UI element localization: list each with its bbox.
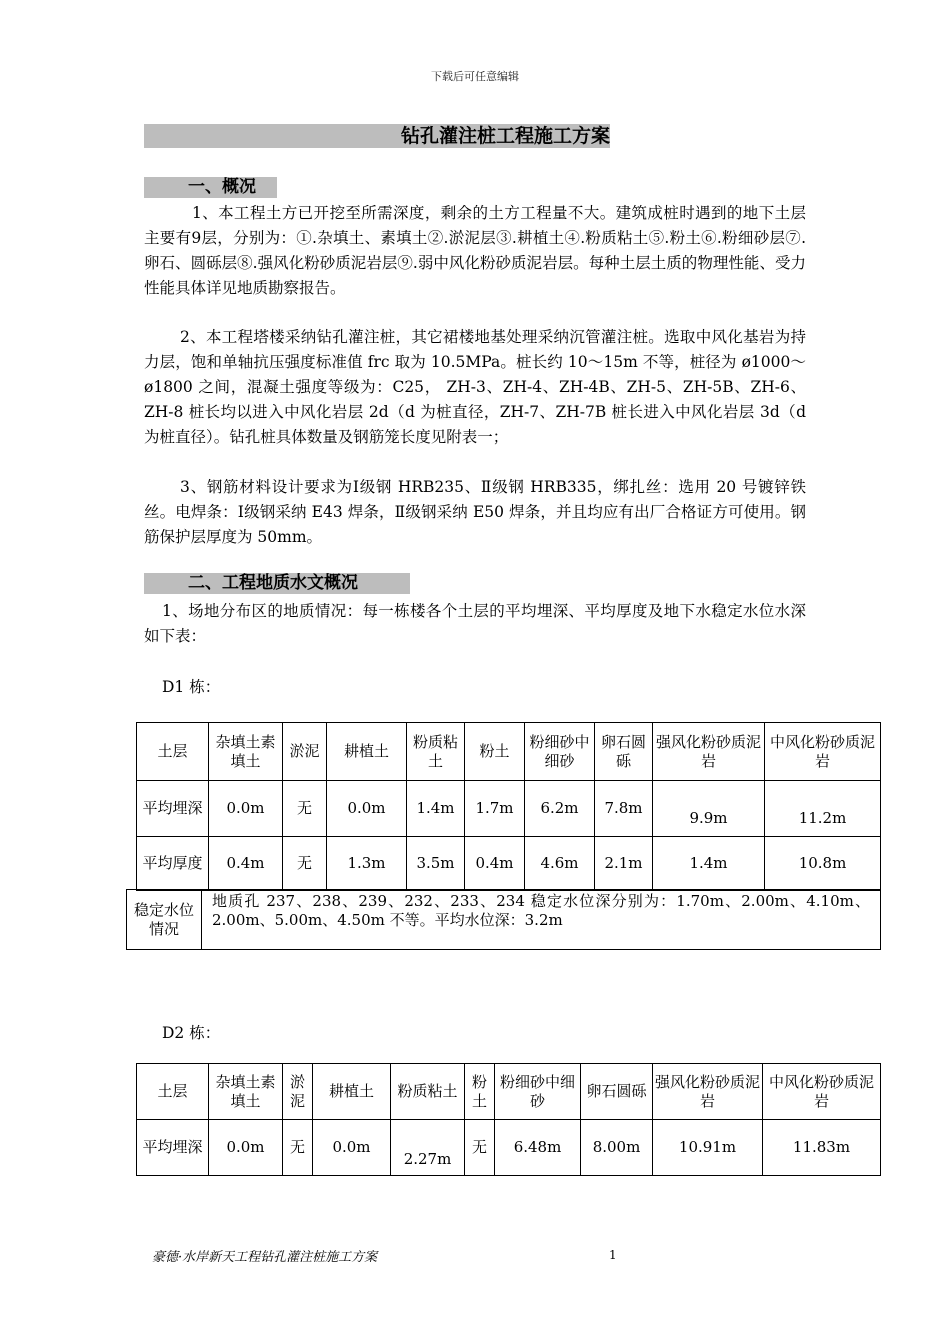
d1-cell: 6.2m — [525, 781, 595, 837]
d2-soil-table — [136, 1063, 881, 1176]
d2-header-cell: 中风化粉砂质泥岩 — [763, 1064, 881, 1120]
section1-heading: 一、概况 — [188, 177, 256, 197]
d2-header-cell: 杂填土素填土 — [209, 1064, 283, 1120]
d2-label: D2 栋： — [162, 1024, 221, 1042]
d2-cell: 6.48m — [495, 1120, 581, 1176]
d2-header-cell: 淤泥 — [283, 1064, 313, 1120]
d1-cell: 0.4m — [209, 837, 283, 891]
d1-cell: 9.9m — [653, 781, 765, 837]
d2-depth-row — [137, 1120, 881, 1176]
d1-water-level-table — [126, 889, 881, 950]
section1-paragraph-1: 1、本工程土方已开挖至所需深度，剩余的土方工程量不大。建筑成桩时遇到的地下土层主要有9层，分别为：①.杂填土、素填土②.淤泥层③.耕植土④.粉质粘土⑤.粉土⑥.粉细砂层⑦.卵石、圆砾层⑧.强风化粉砂质泥岩层⑨.弱中风化粉砂质泥岩层。每种土层土质的物理性能、受力性能具体详见地质勘察报告。 — [144, 204, 806, 297]
d1-label: D1 栋： — [162, 678, 221, 696]
d1-header-cell: 强风化粉砂质泥岩 — [653, 723, 765, 781]
d1-header-cell: 粉土 — [465, 723, 525, 781]
d1-cell: 无 — [283, 837, 327, 891]
d2-header-row — [137, 1064, 881, 1120]
d1-depth-row — [137, 781, 881, 837]
section1-paragraph-3: 3、钢筋材料设计要求为Ⅰ级钢 HRB235、Ⅱ级钢 HRB335，绑扎丝：选用 20 号镀锌铁丝。电焊条：Ⅰ级钢采纳 E43 焊条，Ⅱ级钢采纳 E50 焊条，并且均应有出厂合格证方可使用。钢筋保护层厚度为 50mm。 — [144, 478, 806, 546]
d1-cell: 平均埋深 — [137, 781, 209, 837]
d2-header-cell: 粉土 — [465, 1064, 495, 1120]
d1-cell: 1.7m — [465, 781, 525, 837]
d2-cell: 0.0m — [313, 1120, 391, 1176]
d1-header-row — [137, 723, 881, 781]
d1-header-cell: 中风化粉砂质泥岩 — [765, 723, 881, 781]
d2-header-cell: 粉质粘土 — [391, 1064, 465, 1120]
d2-cell: 2.27m — [391, 1120, 465, 1176]
d1-cell: 无 — [283, 781, 327, 837]
d1-soil-table — [136, 722, 881, 891]
d1-cell: 2.1m — [595, 837, 653, 891]
d1-cell: 0.4m — [465, 837, 525, 891]
d1-cell: 4.6m — [525, 837, 595, 891]
d1-cell: 7.8m — [595, 781, 653, 837]
d1-cell: 0.0m — [209, 781, 283, 837]
d1-cell: 0.0m — [327, 781, 407, 837]
d2-header-cell: 耕植土 — [313, 1064, 391, 1120]
d2-cell: 平均埋深 — [137, 1120, 209, 1176]
d2-cell: 0.0m — [209, 1120, 283, 1176]
section2-paragraph-1: 1、场地分布区的地质情况：每一栋楼各个土层的平均埋深、平均厚度及地下水稳定水位水深如下表： — [144, 602, 806, 645]
d1-header-cell: 土层 — [137, 723, 209, 781]
d2-header-cell: 土层 — [137, 1064, 209, 1120]
d1-cell: 平均厚度 — [137, 837, 209, 891]
d2-header-cell: 强风化粉砂质泥岩 — [653, 1064, 763, 1120]
d1-cell: 1.4m — [407, 781, 465, 837]
d1-header-cell: 粉细砂中细砂 — [525, 723, 595, 781]
d1-header-cell: 杂填土素填土 — [209, 723, 283, 781]
d1-cell: 11.2m — [765, 781, 881, 837]
d2-cell: 10.91m — [653, 1120, 763, 1176]
d2-cell: 11.83m — [763, 1120, 881, 1176]
d1-cell: 3.5m — [407, 837, 465, 891]
water-level-text: 地质孔 237、238、239、232、233、234 稳定水位深分别为：1.70m、2.00m、4.10m、2.00m、5.00m、4.50m 不等。平均水位深：3.2m — [202, 890, 881, 950]
d1-cell: 10.8m — [765, 837, 881, 891]
d1-header-cell: 粉质粘土 — [407, 723, 465, 781]
d1-header-cell: 卵石圆砾 — [595, 723, 653, 781]
download-note: 下载后可任意编辑 — [431, 70, 519, 83]
d2-header-cell: 卵石圆砾 — [581, 1064, 653, 1120]
water-level-label: 稳定水位情况 — [127, 890, 202, 950]
section1-paragraph-2: 2、本工程塔楼采纳钻孔灌注桩，其它裙楼地基处理采纳沉管灌注桩。选取中风化基岩为持力层，饱和单轴抗压强度标准值 frc 取为 10.5MPa。桩长约 10～15m 不等，桩径为 ø1000～ø1800 之间，混凝土强度等级为：C25， ZH-3、ZH-4、ZH-4B、ZH-5、ZH-5B、ZH-6、ZH-8 桩长均以进入中风化岩层 2d（d 为桩直径，ZH-7、ZH-7B 桩长进入中风化岩层 3d（d 为桩直径）。钻孔桩具体数量及钢筋笼长度见附表一； — [144, 328, 806, 446]
d2-cell: 无 — [283, 1120, 313, 1176]
page-number: 1 — [609, 1248, 617, 1262]
d1-cell: 1.4m — [653, 837, 765, 891]
d1-header-cell: 耕植土 — [327, 723, 407, 781]
d1-header-cell: 淤泥 — [283, 723, 327, 781]
d2-cell: 8.00m — [581, 1120, 653, 1176]
document-title: 钻孔灌注桩工程施工方案 — [400, 125, 610, 147]
footer-document-name: 豪德·水岸新天工程钻孔灌注桩施工方案 — [152, 1250, 378, 1265]
d1-thickness-row — [137, 837, 881, 891]
section2-heading: 二、工程地质水文概况 — [188, 573, 358, 593]
d2-header-cell: 粉细砂中细砂 — [495, 1064, 581, 1120]
d1-cell: 1.3m — [327, 837, 407, 891]
d2-cell: 无 — [465, 1120, 495, 1176]
